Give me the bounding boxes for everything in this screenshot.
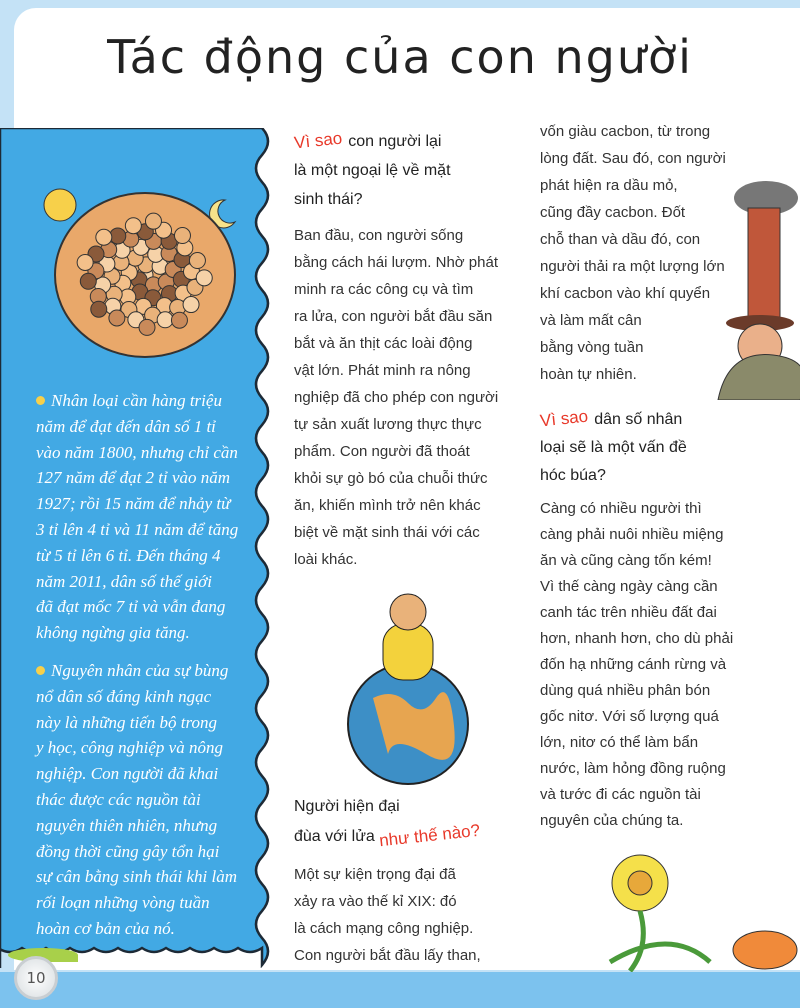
heading-line: sinh thái?: [294, 191, 363, 208]
text: 1927; rồi 15 năm để nhảy từ: [36, 494, 231, 514]
section-heading: [294, 792, 534, 851]
sidebar-paragraph: [36, 388, 238, 646]
text-line: canh tác trên nhiều đất đai: [540, 604, 717, 621]
text: Nhân loại cần hàng triệu: [51, 391, 222, 410]
text: năm để đạt đến dân số 1 tỉ: [36, 416, 216, 436]
crowd-face: [80, 273, 96, 289]
text-line: Một sự kiện trọng đại đã: [294, 866, 456, 883]
accent-why: Vì sao: [539, 406, 590, 431]
crowd-face: [196, 270, 212, 286]
section-why-population-problem: [540, 405, 800, 834]
text-line: và làm mất cân: [540, 312, 642, 329]
section-heading: [540, 405, 800, 490]
text-line: [36, 684, 238, 710]
text-line: [36, 569, 238, 595]
text: nghiệp. Con người đã khai: [36, 764, 219, 784]
heading-line: là một ngoại lệ về mặt: [294, 162, 451, 179]
text-line: Con người bắt đầu lấy than,: [294, 947, 481, 964]
text-line: ăn và cũng càng tốn kém!: [540, 552, 712, 569]
text: sự cân bằng sinh thái khi làm: [36, 867, 237, 887]
text-line: vốn giàu cacbon, từ trong: [540, 123, 711, 140]
crowd-face: [96, 229, 112, 245]
text-line: bắt và ăn thịt các loài động: [294, 335, 473, 352]
text-line: ăn, khiến mình trở nên khác: [294, 497, 481, 514]
heading-line: con người lại: [348, 133, 442, 150]
crowd-face: [109, 310, 125, 326]
text-line: gốc nitơ. Với số lượng quá: [540, 708, 719, 725]
text-line: minh ra các công cụ và tìm: [294, 281, 474, 298]
text-line: khí cacbon vào khí quyển: [540, 285, 711, 302]
text-line: là cách mạng công nghiệp.: [294, 920, 474, 937]
text-line: và tước đi các nguồn tài: [540, 786, 701, 803]
text-line: dùng quá nhiều phân bón: [540, 682, 711, 699]
man-on-globe-illustration: [318, 586, 498, 786]
bottom-strip: [0, 972, 800, 1008]
text: đã đạt mốc 7 tỉ và vẫn đang: [36, 597, 226, 617]
crowd-face: [189, 253, 205, 269]
text: này là những tiến bộ trong: [36, 712, 217, 732]
crowd-face: [125, 218, 141, 234]
text-line: cũng đầy cacbon. Đốt: [540, 204, 686, 221]
text-line: bằng cách hái lượm. Nhờ phát: [294, 254, 498, 271]
text-line: người thải ra một lượng lớn: [540, 258, 725, 275]
crowd-face: [139, 319, 155, 335]
text-line: [36, 620, 238, 646]
text-line: [36, 813, 238, 839]
heading-line: đùa với lửa: [294, 828, 375, 845]
heading-line: loại sẽ là một vấn đề: [540, 439, 687, 456]
text: nguyên thiên nhiên, nhưng: [36, 815, 218, 835]
text-line: ra lửa, con người bắt đầu săn: [294, 308, 493, 325]
text: không ngừng gia tăng.: [36, 623, 190, 643]
section-body: [294, 861, 534, 969]
text-line: biệt về mặt sinh thái với các: [294, 524, 480, 541]
section-why-humans-exception: [294, 126, 534, 573]
text-line: khỏi sự gò bó của chuỗi thức: [294, 470, 488, 487]
text-line: Càng có nhiều người thì: [540, 500, 702, 517]
text: từ 5 tỉ lên 6 tỉ. Đến tháng 4: [36, 545, 221, 565]
text: y học, công nghiệp và nông: [36, 738, 223, 758]
crowd-face: [77, 254, 93, 270]
sidebar-paragraph: [36, 658, 238, 942]
sidebar-text: [36, 388, 238, 942]
text-line: hoàn tự nhiên.: [540, 366, 637, 383]
text-line: lớn, nitơ có thể làm bẩn: [540, 734, 699, 751]
text-line: [36, 388, 238, 414]
flowers-illustration: [570, 850, 800, 972]
text: năm 2011, dân số thế giới: [36, 571, 212, 591]
crowd-face: [91, 301, 107, 317]
text: 127 năm để đạt 2 tỉ vào năm: [36, 468, 231, 488]
text-line: nước, làm hỏng đồng ruộng: [540, 760, 726, 777]
text-line: [36, 735, 238, 761]
section-heading: [294, 126, 534, 214]
text-line: [36, 517, 238, 543]
accent-why: Vì sao: [293, 128, 344, 153]
text-line: Vì thế càng ngày càng cần: [540, 578, 718, 595]
heading-line: hóc búa?: [540, 467, 606, 484]
crowd-face: [174, 228, 190, 244]
text-line: [36, 594, 238, 620]
text-line: [36, 414, 238, 440]
heading-line: dân số nhân: [594, 411, 683, 428]
text-line: [36, 839, 238, 865]
text-line: vật lớn. Phát minh ra nông: [294, 362, 471, 379]
text-line: bằng vòng tuần: [540, 339, 644, 356]
text-line: nguyên của chúng ta.: [540, 812, 684, 829]
text-line: lòng đất. Sau đó, con người: [540, 150, 726, 167]
text-line: [36, 658, 238, 684]
text-line: phẩm. Con người đã thoát: [294, 443, 470, 460]
page-title: Tác động của con người: [107, 30, 693, 84]
crowd-face: [157, 312, 173, 328]
text-line: loài khác.: [294, 551, 358, 568]
accent-how: như thế nào?: [378, 820, 482, 851]
text: đồng thời cũng gây tổn hại: [36, 841, 220, 861]
text-line: [36, 465, 238, 491]
bullet-icon: [36, 396, 45, 405]
page-number: 10: [14, 956, 58, 1000]
text-line: [36, 761, 238, 787]
text-line: [36, 916, 238, 942]
text-line: đốn hạ những cánh rừng và: [540, 656, 727, 673]
text-line: hơn, nhanh hơn, cho dù phải: [540, 630, 734, 647]
text-line: chỗ than và dầu đó, con: [540, 231, 701, 248]
crowd-face: [183, 297, 199, 313]
text-line: [36, 890, 238, 916]
text-line: càng phải nuôi nhiều miệng: [540, 526, 724, 543]
crowd-illustration: [15, 160, 265, 375]
text-line: xảy ra vào thế kỉ XIX: đó: [294, 893, 457, 910]
bullet-icon: [36, 666, 45, 675]
text-line: [36, 787, 238, 813]
section-body: [294, 222, 534, 573]
text: nổ dân số đáng kinh ngạc: [36, 686, 212, 706]
chimney-man-illustration: [668, 178, 800, 400]
crowd-face: [171, 312, 187, 328]
text-line: [36, 440, 238, 466]
crowd-face: [145, 213, 161, 229]
section-body: [540, 496, 800, 834]
text: thác được các nguồn tài: [36, 789, 201, 809]
heading-line: Người hiện đại: [294, 798, 400, 815]
text-line: Ban đầu, con người sống: [294, 227, 464, 244]
text: 3 tỉ lên 4 tỉ và 11 năm để tăng: [36, 519, 239, 539]
text-line: nghiệp đã cho phép con người: [294, 389, 499, 406]
text-line: tự sản xuất lương thực thực: [294, 416, 482, 433]
text-line: [36, 710, 238, 736]
section-modern-fire: [294, 792, 534, 969]
text: hoàn cơ bản của nó.: [36, 918, 175, 938]
text: rối loạn những vòng tuần: [36, 893, 210, 913]
text-line: [36, 543, 238, 569]
text: vào năm 1800, nhưng chỉ cần: [36, 442, 238, 462]
text: Nguyên nhân của sự bùng: [51, 660, 229, 680]
text-line: [36, 864, 238, 890]
text-line: phát hiện ra dầu mỏ,: [540, 177, 678, 194]
text-line: [36, 491, 238, 517]
